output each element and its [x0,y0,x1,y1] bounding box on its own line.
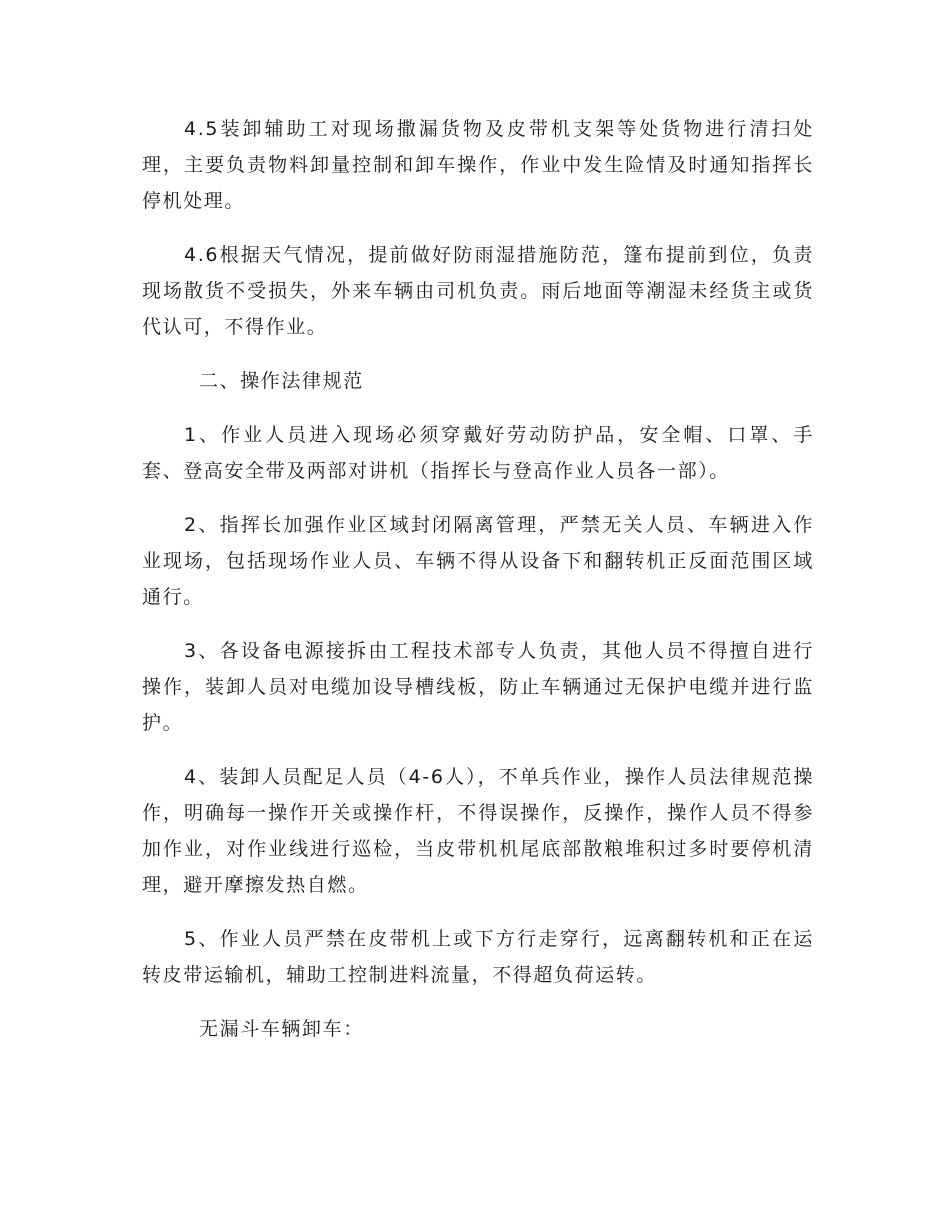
section-heading-operation-norms: 二、操作法律规范 [199,370,364,392]
paragraph-4-6: 4.6根据天气情况，提前做好防雨湿措施防范，篷布提前到位，负责现场散货不受损失，外来车辆由司机负责。雨后地面等潮湿未经货主或货代认可，不得作业。 [142,244,814,338]
paragraph-item-1: 1、作业人员进入现场必须穿戴好劳动防护品，安全帽、口罩、手套、登高安全带及两部对讲机（指挥长与登高作业人员各一部）。 [142,424,814,482]
document-body [142,111,814,1065]
paragraph-item-4: 4、装卸人员配足人员（4-6人），不单兵作业，操作人员法律规范操作，明确每一操作开关或操作杆，不得误操作，反操作，操作人员不得参加作业，对作业线进行巡检，当皮带机机尾底部散粮堆积过多时要停机清理，避开摩擦发热自燃。 [142,766,814,896]
paragraph-item-5: 5、作业人员严禁在皮带机上或下方行走穿行，远离翻转机和正在运转皮带运输机，辅助工控制进料流量，不得超负荷运转。 [142,928,814,986]
paragraph-4-5: 4.5装卸辅助工对现场撒漏货物及皮带机支架等处货物进行清扫处理，主要负责物料卸量控制和卸车操作，作业中发生险情及时通知指挥长停机处理。 [142,118,814,212]
paragraph-item-3: 3、各设备电源接拆由工程技术部专人负责，其他人员不得擅自进行操作，装卸人员对电缆加设导槽线板，防止车辆通过无保护电缆并进行监护。 [142,640,814,734]
paragraph-item-2: 2、指挥长加强作业区域封闭隔离管理，严禁无关人员、车辆进入作业现场，包括现场作业人员、车辆不得从设备下和翻转机正反面范围区域通行。 [142,514,814,608]
subheading-no-hopper-unloading: 无漏斗车辆卸车： [199,1018,364,1040]
